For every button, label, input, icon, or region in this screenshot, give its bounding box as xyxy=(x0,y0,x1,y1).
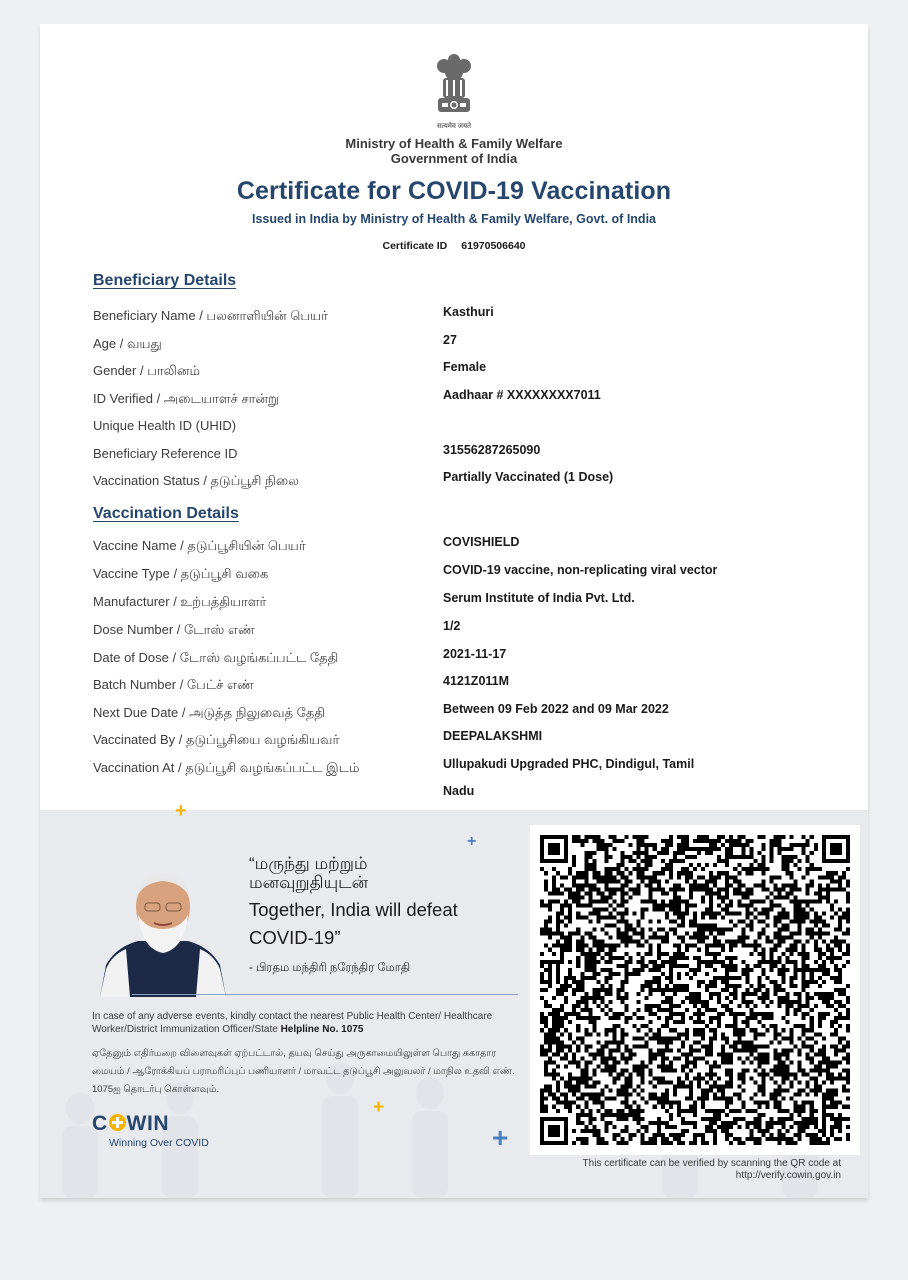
vaccine-name-row xyxy=(93,535,833,560)
certificate-id-label: Certificate ID xyxy=(382,240,448,252)
plus-decoration-icon: + xyxy=(373,1097,385,1118)
row-value: 27 xyxy=(443,333,457,347)
cowin-logo xyxy=(92,1112,169,1136)
row-label: Vaccinated By / தடுப்பூசியை வழங்கியவர் xyxy=(93,732,340,747)
vaccination-status-row xyxy=(93,470,833,495)
row-value: Kasthuri xyxy=(443,305,494,319)
plus-decoration-icon: + xyxy=(467,833,477,850)
verification-url: http://verify.cowin.gov.in xyxy=(735,1170,841,1181)
quote-tamil-line1: “மருந்து மற்றும் xyxy=(249,854,368,873)
row-value: 2021-11-17 xyxy=(443,647,507,661)
reference-id-row xyxy=(93,443,833,468)
vaccine-type-row xyxy=(93,563,833,588)
row-value: Aadhaar # XXXXXXXX7011 xyxy=(443,388,601,402)
adverse-events-notice-tamil: ஏதேனும் எதிர்மறை விளைவுகள் ஏற்பட்டால், தயவு செய்து அருகாமையிலுள்ள பொது சுகாதார மையம் / ஆரோக்கியப் பராமரிப்புப் பணியாளர் / மாவட்ட தடுப்பூசி அலுவலர் / மாநில உதவி எண். 1075ஐ தொடர்பு கொள்ளவும். xyxy=(92,1048,515,1095)
certificate-id xyxy=(40,240,868,252)
row-value: Ullupakudi Upgraded PHC, Dindigul, Tamil xyxy=(443,757,695,771)
beneficiary-name-row xyxy=(93,305,833,330)
row-value: Serum Institute of India Pvt. Ltd. xyxy=(443,591,635,605)
prime-minister-portrait xyxy=(92,869,234,997)
quote-english: Together, India will defeat COVID-19” xyxy=(249,899,458,948)
manufacturer-row xyxy=(93,591,833,616)
batch-number-row xyxy=(93,674,833,699)
row-label: Gender / பாலினம் xyxy=(93,363,200,378)
qr-code-icon xyxy=(540,835,850,1145)
certificate-subtitle: Issued in India by Ministry of Health & Family Welfare, Govt. of India xyxy=(251,212,656,226)
cowin-logo-text-start: C xyxy=(92,1112,108,1135)
row-label: Age / வயது xyxy=(93,336,162,351)
emblem-motto: सत्यमेव जयते xyxy=(436,123,472,130)
row-value: COVISHIELD xyxy=(443,535,520,549)
row-value: 4121Z011M xyxy=(443,674,510,688)
row-value: COVID-19 vaccine, non-replicating viral vector xyxy=(443,563,718,577)
plus-decoration-icon: + xyxy=(175,800,187,822)
medical-cross-icon xyxy=(109,1114,126,1131)
vaccinated-by-row xyxy=(93,729,833,754)
row-label: ID Verified / அடையாளச் சான்று xyxy=(93,391,279,406)
dose-number-row xyxy=(93,619,833,644)
row-label: Beneficiary Name / பலனாளியின் பெயர் xyxy=(93,308,328,323)
uhid-row xyxy=(93,418,833,440)
adverse-events-text: In case of any adverse events, kindly contact the nearest Public Health Center/ Healthcare Worker/District Immunization Officer/State xyxy=(92,1011,493,1035)
cowin-logo-text-end: WIN xyxy=(126,1112,169,1135)
row-value-continued: Nadu xyxy=(443,784,475,798)
divider xyxy=(132,994,518,995)
plus-decoration-icon: + xyxy=(492,1122,509,1153)
id-verified-row xyxy=(93,388,833,413)
helpline-number: Helpline No. 1075 xyxy=(280,1024,364,1035)
row-label: Date of Dose / டோஸ் வழங்கப்பட்ட தேதி xyxy=(93,650,339,665)
quote-attribution: - பிரதம மந்திரி நரேந்திர மோதி xyxy=(249,962,411,974)
government-name: Government of India xyxy=(390,151,518,166)
row-label: Vaccination At / தடுப்பூசி வழங்கப்பட்ட இடம் xyxy=(93,760,360,775)
certificate-title: Certificate for COVID-19 Vaccination xyxy=(236,177,672,205)
row-value: Female xyxy=(443,360,487,374)
vaccination-certificate xyxy=(40,24,868,1198)
age-row xyxy=(93,333,833,358)
row-label: Unique Health ID (UHID) xyxy=(93,418,237,433)
row-value: DEEPALAKSHMI xyxy=(443,729,543,743)
row-label: Beneficiary Reference ID xyxy=(93,446,238,461)
verification-text: This certificate can be verified by scanning the QR code at xyxy=(582,1158,841,1169)
national-emblem-icon xyxy=(432,52,476,132)
gender-row xyxy=(93,360,833,385)
row-label: Vaccination Status / தடுப்பூசி நிலை xyxy=(93,473,299,488)
quote-tamil xyxy=(249,854,509,892)
date-of-dose-row xyxy=(93,647,833,672)
certificate-id-value: 61970506640 xyxy=(461,240,526,252)
row-value: 1/2 xyxy=(443,619,461,633)
cowin-tagline: Winning Over COVID xyxy=(109,1137,209,1149)
row-label: Next Due Date / அடுத்த நிலுவைத் தேதி xyxy=(93,705,326,720)
row-label: Vaccine Name / தடுப்பூசியின் பெயர் xyxy=(93,538,306,553)
vaccination-details-heading: Vaccination Details xyxy=(93,505,239,522)
next-due-date-row xyxy=(93,702,833,727)
row-label: Dose Number / டோஸ் எண் xyxy=(93,622,255,637)
row-label: Vaccine Type / தடுப்பூசி வகை xyxy=(93,566,269,581)
row-value: Partially Vaccinated (1 Dose) xyxy=(443,470,614,484)
verification-note xyxy=(520,1158,841,1182)
vaccination-at-row xyxy=(93,757,833,810)
row-value: 31556287265090 xyxy=(443,443,541,457)
beneficiary-details-heading: Beneficiary Details xyxy=(93,272,237,289)
adverse-events-notice-english xyxy=(92,1010,522,1036)
quote-tamil-line2: மனவுறுதியுடன் xyxy=(249,873,369,892)
row-label: Batch Number / பேட்ச் எண் xyxy=(93,677,254,692)
ministry-name: Ministry of Health & Family Welfare xyxy=(345,136,563,151)
row-value: Between 09 Feb 2022 and 09 Mar 2022 xyxy=(443,702,669,716)
row-label: Manufacturer / உற்பத்தியாளர் xyxy=(93,594,267,609)
qr-code xyxy=(530,825,860,1155)
